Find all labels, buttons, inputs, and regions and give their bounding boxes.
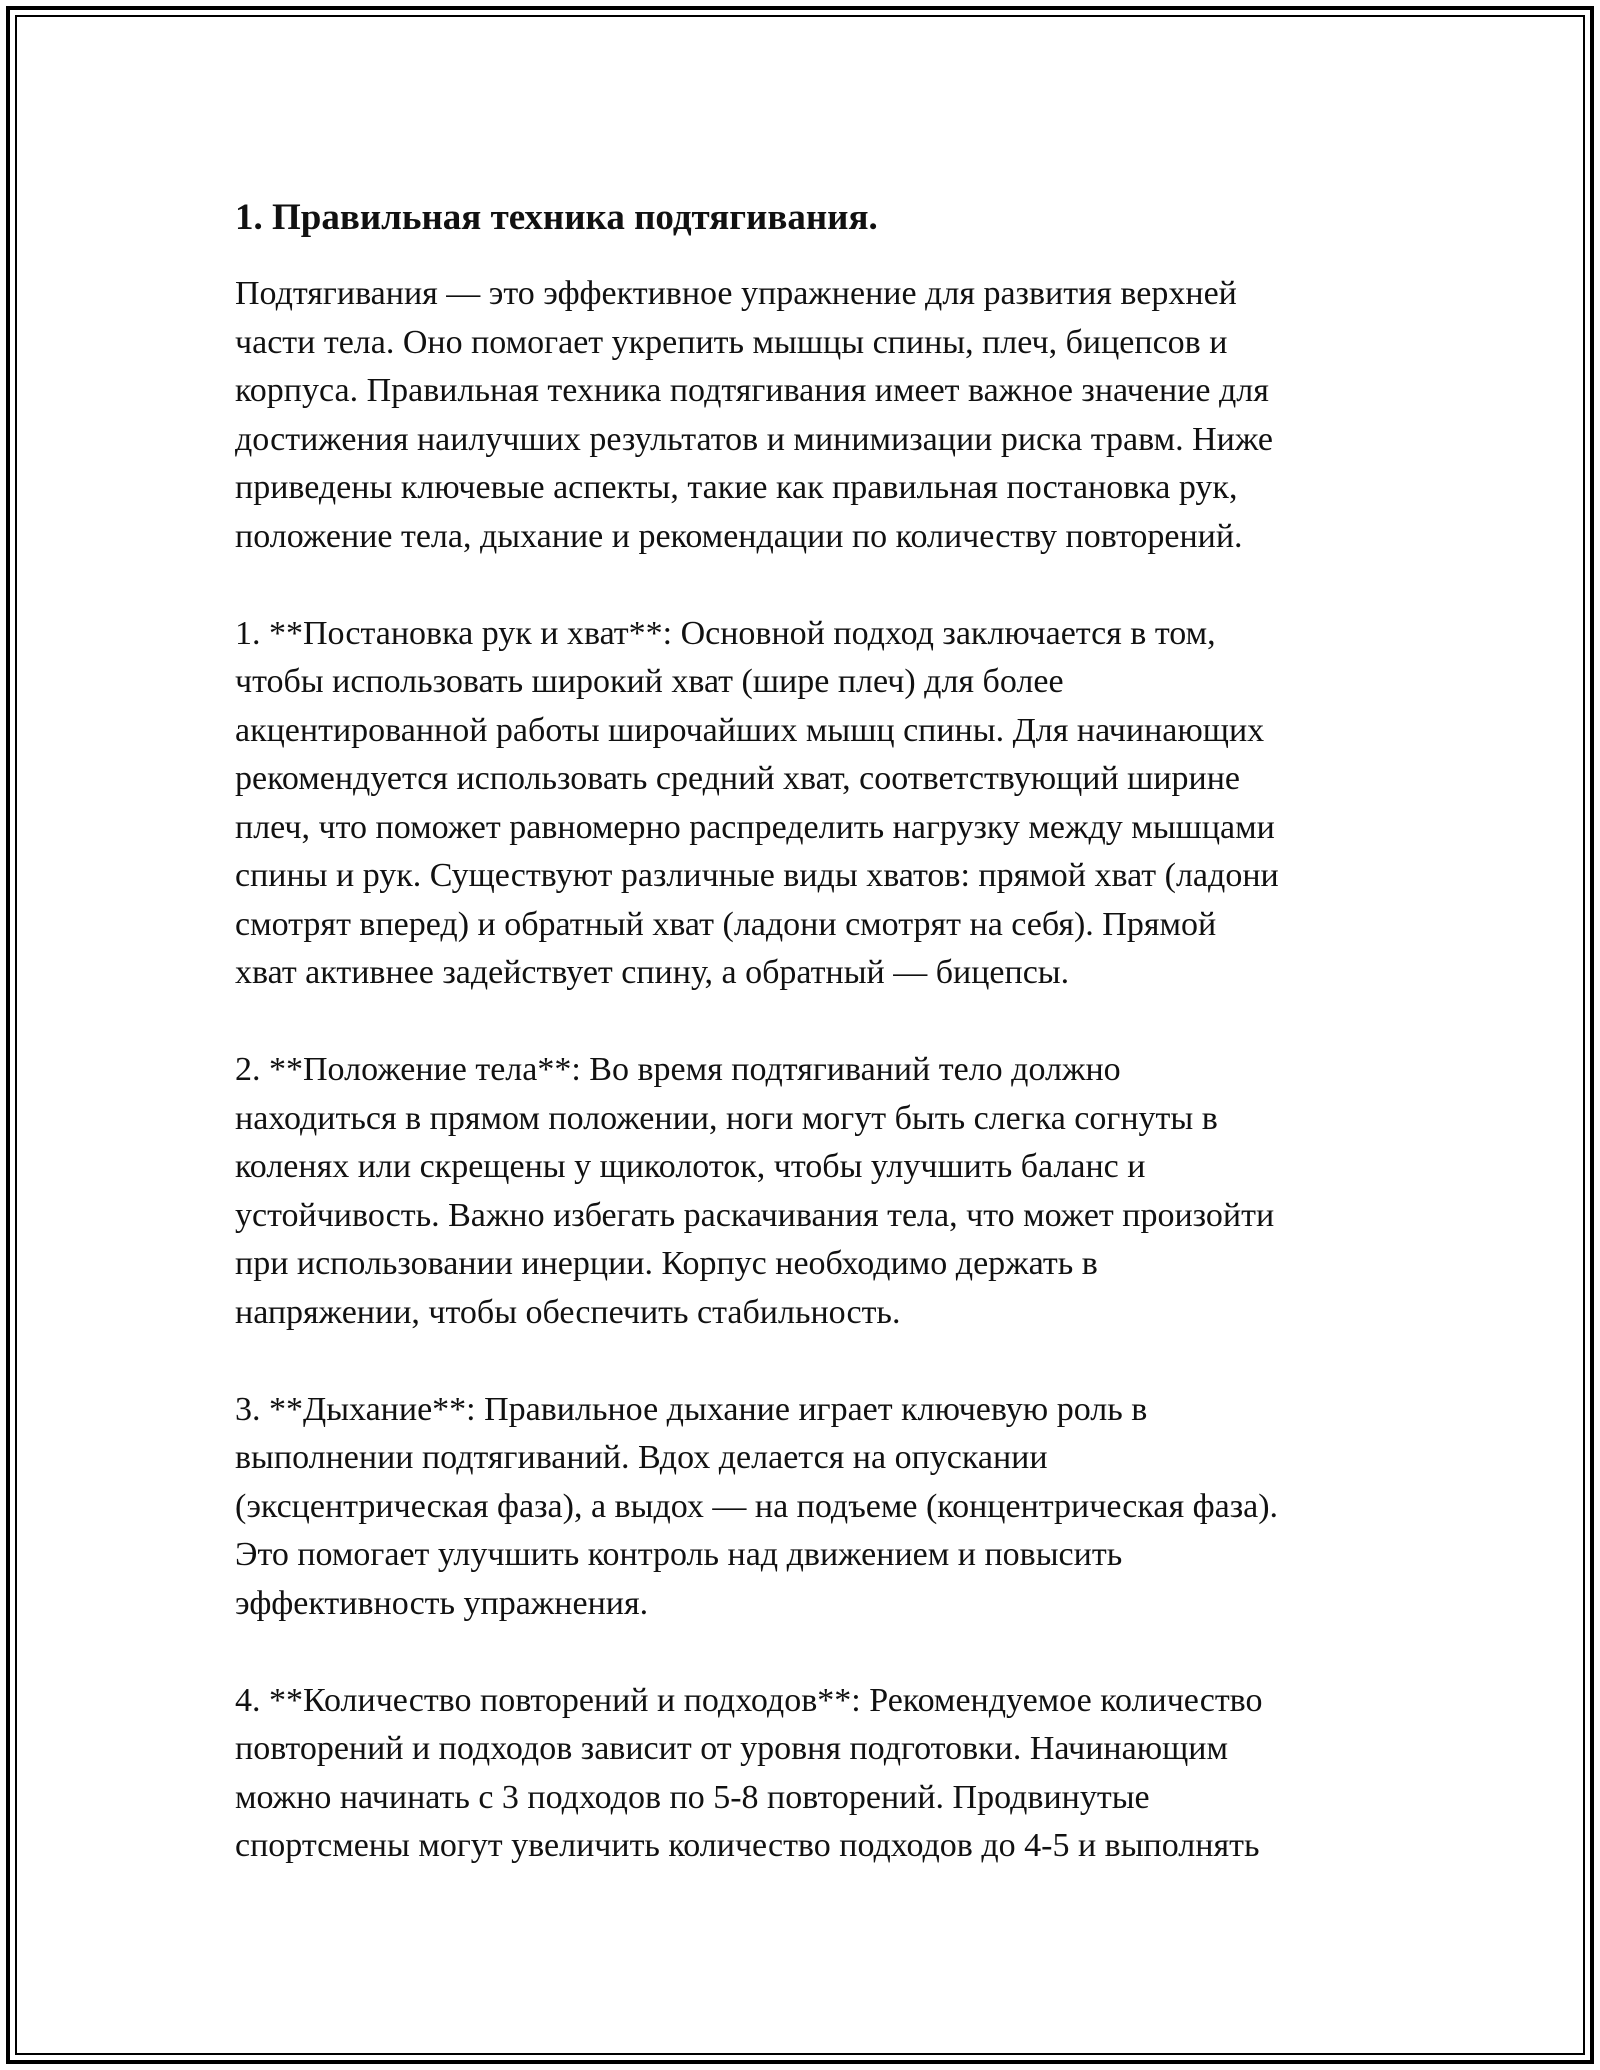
text-line: рекомендуется использовать средний хват, соответствующий ширине (235, 760, 1241, 797)
text-line: приведены ключевые аспекты, такие как правильная постановка рук, (235, 469, 1238, 506)
text-line: положение тела, дыхание и рекомендации по количеству повторений. (235, 517, 1243, 555)
text-line: (эксцентрическая фаза), а выдох — на подъеме (концентрическая фаза). (235, 1487, 1279, 1525)
text-line: напряжении, чтобы обеспечить стабильность. (235, 1293, 901, 1331)
text-line: при использовании инерции. Корпус необходимо держать в (235, 1245, 1098, 1282)
text-line: Это помогает улучшить контроль над движением и повысить (235, 1536, 1123, 1573)
text-line: находиться в прямом положении, ноги могут быть слегка согнуты в (235, 1099, 1218, 1137)
text-line: спины и рук. Существуют различные виды хватов: прямой хват (ладони (235, 857, 1279, 894)
text-line: смотрят вперед) и обратный хват (ладони смотрят на себя). Прямой (235, 905, 1217, 943)
text-line: хват активнее задействует спину, а обратный — бицепсы. (235, 954, 1070, 991)
text-line: корпуса. Правильная техника подтягивания имеет важное значение для (235, 372, 1269, 409)
text-line: 1. **Постановка рук и хват**: Основной подход заключается в том, (235, 614, 1216, 652)
text-line: чтобы использовать широкий хват (шире плеч) для более (235, 663, 1064, 700)
text-line: эффективность упражнения. (235, 1584, 649, 1622)
text-line: спортсмены могут увеличить количество подходов до 4-5 и выполнять (235, 1827, 1260, 1864)
text-line: акцентированной работы широчайших мышц спины. Для начинающих (235, 711, 1265, 749)
text-line: 4. **Количество повторений и подходов**: Рекомендуемое количество (235, 1681, 1263, 1719)
text-line: повторений и подходов зависит от уровня подготовки. Начинающим (235, 1730, 1228, 1767)
text-line: выполнении подтягиваний. Вдох делается на опускании (235, 1439, 1048, 1476)
text-line: коленях или скрещены у щиколоток, чтобы улучшить баланс и (235, 1148, 1146, 1185)
text-line: плеч, что поможет равномерно распределить нагрузку между мышцами (235, 808, 1275, 846)
grip-paragraph (235, 610, 1395, 998)
text-line: можно начинать с 3 подходов по 5-8 повторений. Продвинутые (235, 1778, 1150, 1816)
text-line: 3. **Дыхание**: Правильное дыхание играет ключевую роль в (235, 1390, 1148, 1428)
text-line: 2. **Положение тела**: Во время подтягиваний тело должно (235, 1051, 1121, 1088)
text-line: достижения наилучших результатов и минимизации риска травм. Ниже (235, 420, 1273, 458)
text-line: устойчивость. Важно избегать раскачивания тела, что может произойти (235, 1196, 1275, 1234)
text-line: части тела. Оно помогает укрепить мышцы спины, плеч, бицепсов и (235, 323, 1228, 361)
text-line: Подтягивания — это эффективное упражнение для развития верхней (235, 275, 1237, 312)
intro-paragraph (235, 270, 1395, 561)
document-body (235, 180, 1395, 1919)
breathing-paragraph (235, 1386, 1395, 1629)
document-heading: 1. Правильная техника подтягивания. (235, 197, 878, 238)
reps-paragraph (235, 1677, 1395, 1871)
body-position-paragraph (235, 1046, 1395, 1337)
